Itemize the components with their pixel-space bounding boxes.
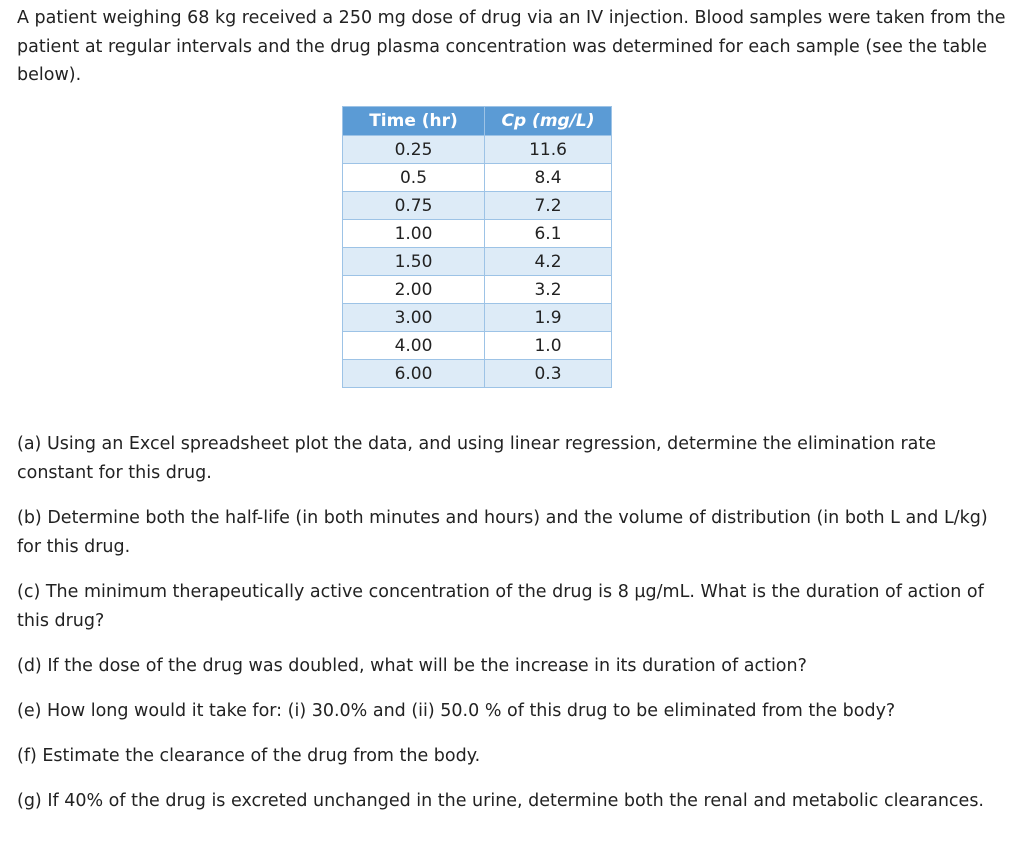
table-row xyxy=(343,304,612,332)
time-cell: 6.00 xyxy=(343,360,485,388)
time-cell: 1.00 xyxy=(343,220,485,248)
question-f: (f) Estimate the clearance of the drug from the body. xyxy=(17,746,481,766)
cp-cell: 3.2 xyxy=(485,276,612,304)
question-g: (g) If 40% of the drug is excreted unchanged in the urine, determine both the renal and metabolic clearances. xyxy=(17,791,984,811)
question-c: (c) The minimum therapeutically active concentration of the drug is 8 µg/mL. What is the duration of action of this drug? xyxy=(17,582,984,631)
table-row xyxy=(343,332,612,360)
header-time: Time (hr) xyxy=(343,107,485,136)
time-cell: 4.00 xyxy=(343,332,485,360)
cp-cell: 0.3 xyxy=(485,360,612,388)
table-row xyxy=(343,192,612,220)
question-d: (d) If the dose of the drug was doubled, what will be the increase in its duration of action? xyxy=(17,656,807,676)
time-cell: 0.5 xyxy=(343,164,485,192)
cp-cell: 8.4 xyxy=(485,164,612,192)
time-cell: 3.00 xyxy=(343,304,485,332)
question-e: (e) How long would it take for: (i) 30.0% and (ii) 50.0 % of this drug to be eliminated from the body? xyxy=(17,701,896,721)
table-row xyxy=(343,164,612,192)
question-a: (a) Using an Excel spreadsheet plot the data, and using linear regression, determine the elimination rate constant for this drug. xyxy=(17,434,937,483)
cp-cell: 11.6 xyxy=(485,136,612,164)
table-row xyxy=(343,276,612,304)
time-cell: 0.75 xyxy=(343,192,485,220)
cp-cell: 1.0 xyxy=(485,332,612,360)
cp-cell: 4.2 xyxy=(485,248,612,276)
cp-cell: 1.9 xyxy=(485,304,612,332)
intro-paragraph: A patient weighing 68 kg received a 250 mg dose of drug via an IV injection. Blood samples were taken from the patient at regular intervals and the drug plasma concentration was determined for each sample (see the table below). xyxy=(17,8,1006,85)
table-row xyxy=(343,248,612,276)
time-cell: 0.25 xyxy=(343,136,485,164)
cp-cell: 7.2 xyxy=(485,192,612,220)
table-header-row xyxy=(343,107,612,136)
table-row xyxy=(343,360,612,388)
cp-cell: 6.1 xyxy=(485,220,612,248)
header-cp: Cp (mg/L) xyxy=(485,107,612,136)
time-cell: 1.50 xyxy=(343,248,485,276)
concentration-table xyxy=(342,106,612,388)
table-row xyxy=(343,136,612,164)
question-b: (b) Determine both the half-life (in both minutes and hours) and the volume of distribution (in both L and L/kg) for this drug. xyxy=(17,508,988,557)
time-cell: 2.00 xyxy=(343,276,485,304)
table-row xyxy=(343,220,612,248)
